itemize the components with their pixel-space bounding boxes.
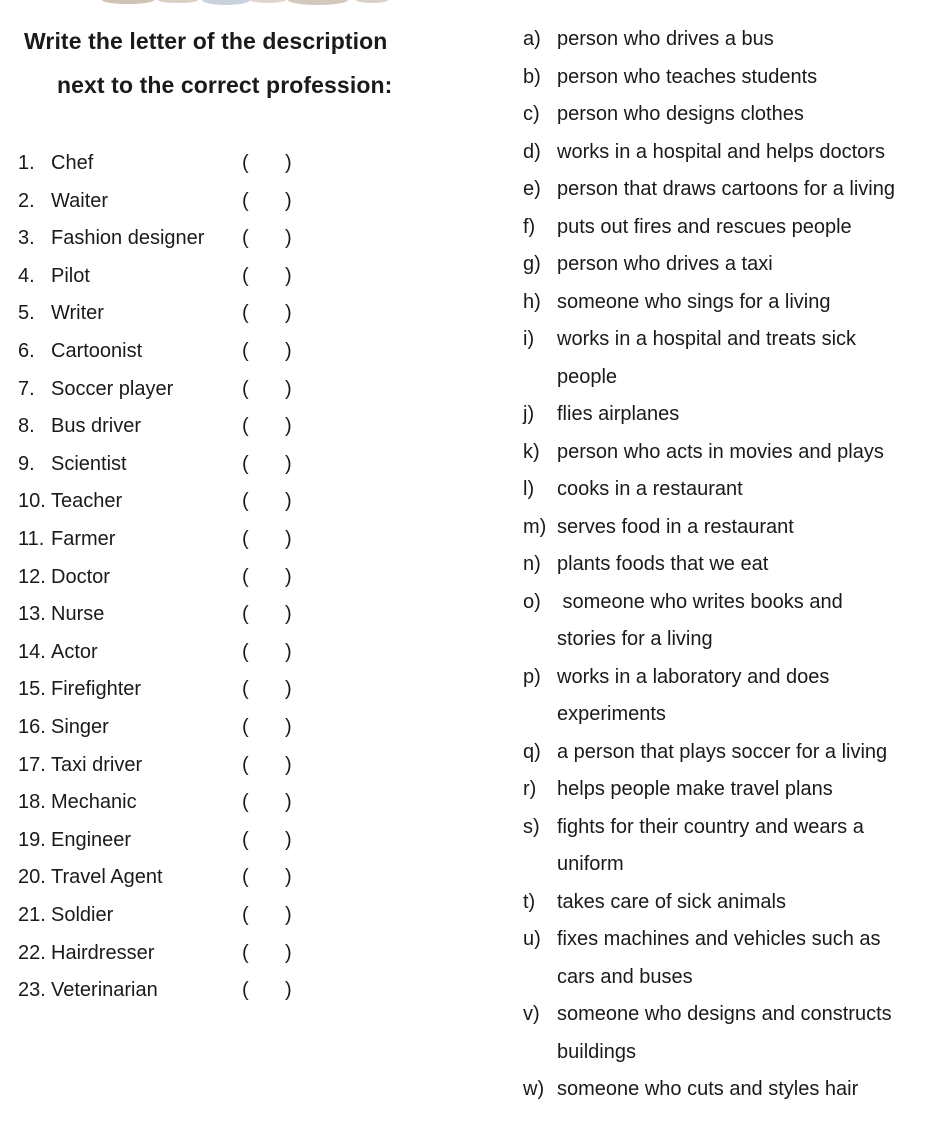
answer-blank-open: ( — [242, 415, 249, 437]
description-letter: g) — [523, 253, 541, 275]
profession-name: Hairdresser — [51, 942, 155, 964]
profession-item — [18, 828, 131, 852]
answer-blank-open: ( — [242, 227, 249, 249]
answer-blank-open: ( — [242, 866, 249, 888]
profession-item — [18, 264, 90, 288]
description-item — [523, 215, 852, 239]
description-item — [523, 65, 817, 89]
description-continuation: people — [557, 366, 618, 388]
answer-blank-open: ( — [242, 453, 249, 475]
profession-name: Bus driver — [51, 415, 142, 437]
profession-number: 10. — [18, 490, 46, 512]
answer-blank-close: ) — [285, 340, 292, 362]
description-item — [523, 890, 786, 914]
description-letter: s) — [523, 816, 540, 838]
answer-blank-open: ( — [242, 340, 249, 362]
profession-number: 2. — [18, 190, 35, 212]
answer-blank-open: ( — [242, 378, 249, 400]
description-text: cooks in a restaurant — [557, 478, 743, 500]
description-letter: d) — [523, 141, 541, 163]
profession-number: 11. — [18, 528, 45, 550]
profession-name: Writer — [51, 302, 104, 324]
answer-blank-close: ) — [285, 678, 292, 700]
profession-name: Farmer — [51, 528, 116, 550]
description-letter: v) — [523, 1003, 540, 1025]
answer-blank-close: ) — [285, 603, 292, 625]
profession-name: Pilot — [51, 265, 90, 287]
answer-blank-close: ) — [285, 641, 292, 663]
description-text: fights for their country and wears a — [557, 816, 864, 838]
description-letter: i) — [523, 328, 535, 350]
profession-number: 5. — [18, 302, 35, 324]
description-letter: j) — [523, 403, 535, 425]
answer-blank-close: ) — [285, 528, 292, 550]
answer-blank-close: ) — [285, 415, 292, 437]
description-letter: p) — [523, 666, 541, 688]
profession-item — [18, 151, 93, 175]
description-item — [523, 440, 884, 464]
profession-item — [18, 226, 204, 250]
profession-name: Actor — [51, 641, 98, 663]
description-letter: h) — [523, 291, 541, 313]
description-letter: o) — [523, 591, 541, 613]
profession-name: Mechanic — [51, 791, 137, 813]
answer-blank-open: ( — [242, 641, 249, 663]
answer-blank-open: ( — [242, 302, 249, 324]
description-item — [523, 740, 887, 764]
profession-item — [18, 640, 98, 664]
description-letter: w) — [523, 1078, 545, 1100]
description-text: plants foods that we eat — [557, 553, 769, 575]
description-letter: n) — [523, 553, 541, 575]
profession-name: Firefighter — [51, 678, 142, 700]
description-text: fixes machines and vehicles such as — [557, 928, 881, 950]
answer-blank-open: ( — [242, 152, 249, 174]
profession-number: 3. — [18, 227, 35, 249]
profession-item — [18, 941, 154, 965]
description-text: someone who writes books and — [557, 591, 843, 613]
answer-blank-close: ) — [285, 942, 292, 964]
answer-blank-open: ( — [242, 904, 249, 926]
description-letter: c) — [523, 103, 540, 125]
description-item — [523, 927, 881, 951]
profession-item — [18, 903, 113, 927]
profession-item — [18, 565, 110, 589]
description-text: serves food in a restaurant — [557, 516, 794, 538]
description-item — [523, 665, 829, 689]
description-text: person who drives a bus — [557, 28, 774, 50]
profession-item — [18, 865, 163, 889]
profession-item — [18, 377, 173, 401]
description-letter: l) — [523, 478, 535, 500]
description-item — [523, 590, 843, 614]
answer-blank-close: ) — [285, 829, 292, 851]
profession-item — [18, 489, 122, 513]
description-text: person who drives a taxi — [557, 253, 773, 275]
answer-blank-close: ) — [285, 979, 292, 1001]
profession-item — [18, 790, 137, 814]
description-letter: b) — [523, 66, 541, 88]
answer-blank-close: ) — [285, 754, 292, 776]
description-letter: f) — [523, 216, 536, 238]
profession-item — [18, 339, 142, 363]
profession-item — [18, 527, 115, 551]
profession-item — [18, 753, 142, 777]
answer-blank-open: ( — [242, 979, 249, 1001]
answer-blank-open: ( — [242, 716, 249, 738]
description-item — [523, 177, 895, 201]
description-letter: a) — [523, 28, 541, 50]
description-continuation: experiments — [557, 703, 666, 725]
profession-number: 1. — [18, 152, 35, 174]
answer-blank-close: ) — [285, 453, 292, 475]
profession-number: 19. — [18, 829, 46, 851]
description-text: works in a laboratory and does — [557, 666, 830, 688]
description-item — [523, 27, 774, 51]
profession-name: Soldier — [51, 904, 114, 926]
answer-blank-close: ) — [285, 378, 292, 400]
description-letter: m) — [523, 516, 547, 538]
profession-name: Doctor — [51, 566, 110, 588]
instructions-line-2: next to the correct profession: — [57, 72, 393, 98]
profession-name: Nurse — [51, 603, 105, 625]
answer-blank-close: ) — [285, 791, 292, 813]
description-letter: u) — [523, 928, 541, 950]
profession-item — [18, 189, 108, 213]
answer-blank-open: ( — [242, 829, 249, 851]
description-text: takes care of sick animals — [557, 891, 786, 913]
profession-item — [18, 301, 104, 325]
description-item — [523, 1002, 892, 1026]
header-decoration-image — [0, 0, 951, 8]
profession-number: 18. — [18, 791, 46, 813]
profession-name: Soccer player — [51, 378, 174, 400]
profession-number: 12. — [18, 566, 46, 588]
description-item — [523, 140, 885, 164]
description-text: helps people make travel plans — [557, 778, 833, 800]
description-letter: e) — [523, 178, 541, 200]
profession-number: 9. — [18, 453, 35, 475]
answer-blank-close: ) — [285, 904, 292, 926]
answer-blank-open: ( — [242, 603, 249, 625]
description-item — [523, 815, 864, 839]
answer-blank-open: ( — [242, 942, 249, 964]
profession-number: 13. — [18, 603, 46, 625]
profession-item — [18, 715, 109, 739]
profession-name: Travel Agent — [51, 866, 163, 888]
profession-number: 23. — [18, 979, 46, 1001]
profession-item — [18, 677, 141, 701]
answer-blank-close: ) — [285, 866, 292, 888]
profession-number: 17. — [18, 754, 46, 776]
description-letter: r) — [523, 778, 537, 800]
description-item — [523, 402, 679, 426]
description-letter: q) — [523, 741, 541, 763]
description-letter: k) — [523, 441, 540, 463]
profession-number: 15. — [18, 678, 46, 700]
profession-item — [18, 414, 141, 438]
answer-blank-close: ) — [285, 716, 292, 738]
profession-number: 22. — [18, 942, 46, 964]
description-item — [523, 1077, 858, 1101]
description-item — [523, 327, 856, 351]
profession-number: 21. — [18, 904, 46, 926]
profession-number: 7. — [18, 378, 35, 400]
description-text: someone who designs and constructs — [557, 1003, 892, 1025]
profession-name: Veterinarian — [51, 979, 158, 1001]
answer-blank-open: ( — [242, 490, 249, 512]
description-text: works in a hospital and treats sick — [557, 328, 857, 350]
profession-name: Engineer — [51, 829, 132, 851]
description-text: puts out fires and rescues people — [557, 216, 852, 238]
answer-blank-open: ( — [242, 678, 249, 700]
description-item — [523, 102, 804, 126]
answer-blank-close: ) — [285, 566, 292, 588]
profession-name: Teacher — [51, 490, 123, 512]
profession-name: Cartoonist — [51, 340, 143, 362]
description-text: person who designs clothes — [557, 103, 804, 125]
answer-blank-open: ( — [242, 190, 249, 212]
profession-name: Waiter — [51, 190, 109, 212]
description-text: flies airplanes — [557, 403, 680, 425]
description-continuation: uniform — [557, 853, 624, 875]
answer-blank-open: ( — [242, 528, 249, 550]
answer-blank-open: ( — [242, 754, 249, 776]
description-text: works in a hospital and helps doctors — [557, 141, 885, 163]
profession-name: Singer — [51, 716, 109, 738]
profession-item — [18, 452, 127, 476]
profession-number: 16. — [18, 716, 46, 738]
answer-blank-close: ) — [285, 302, 292, 324]
profession-name: Chef — [51, 152, 94, 174]
answer-blank-close: ) — [285, 152, 292, 174]
description-item — [523, 777, 833, 801]
description-text: person who teaches students — [557, 66, 818, 88]
profession-name: Fashion designer — [51, 227, 205, 249]
answer-blank-open: ( — [242, 791, 249, 813]
description-item — [523, 515, 794, 539]
profession-number: 4. — [18, 265, 35, 287]
description-letter: t) — [523, 891, 536, 913]
answer-blank-close: ) — [285, 490, 292, 512]
answer-blank-close: ) — [285, 190, 292, 212]
answer-blank-open: ( — [242, 566, 249, 588]
description-text: a person that plays soccer for a living — [557, 741, 888, 763]
description-item — [523, 290, 830, 314]
description-text: person that draws cartoons for a living — [557, 178, 895, 200]
description-continuation: cars and buses — [557, 966, 693, 988]
description-item — [523, 252, 773, 276]
profession-name: Scientist — [51, 453, 127, 475]
description-continuation: buildings — [557, 1041, 636, 1063]
instructions-line-1: Write the letter of the description — [24, 28, 388, 54]
answer-blank-close: ) — [285, 227, 292, 249]
profession-item — [18, 602, 104, 626]
description-continuation: stories for a living — [557, 628, 713, 650]
description-item — [523, 477, 743, 501]
profession-number: 20. — [18, 866, 46, 888]
description-text: someone who cuts and styles hair — [557, 1078, 859, 1100]
answer-blank-open: ( — [242, 265, 249, 287]
profession-number: 14. — [18, 641, 46, 663]
profession-number: 8. — [18, 415, 35, 437]
description-item — [523, 552, 768, 576]
answer-blank-close: ) — [285, 265, 292, 287]
profession-name: Taxi driver — [51, 754, 143, 776]
profession-number: 6. — [18, 340, 35, 362]
description-text: someone who sings for a living — [557, 291, 831, 313]
description-text: person who acts in movies and plays — [557, 441, 884, 463]
profession-item — [18, 978, 158, 1002]
